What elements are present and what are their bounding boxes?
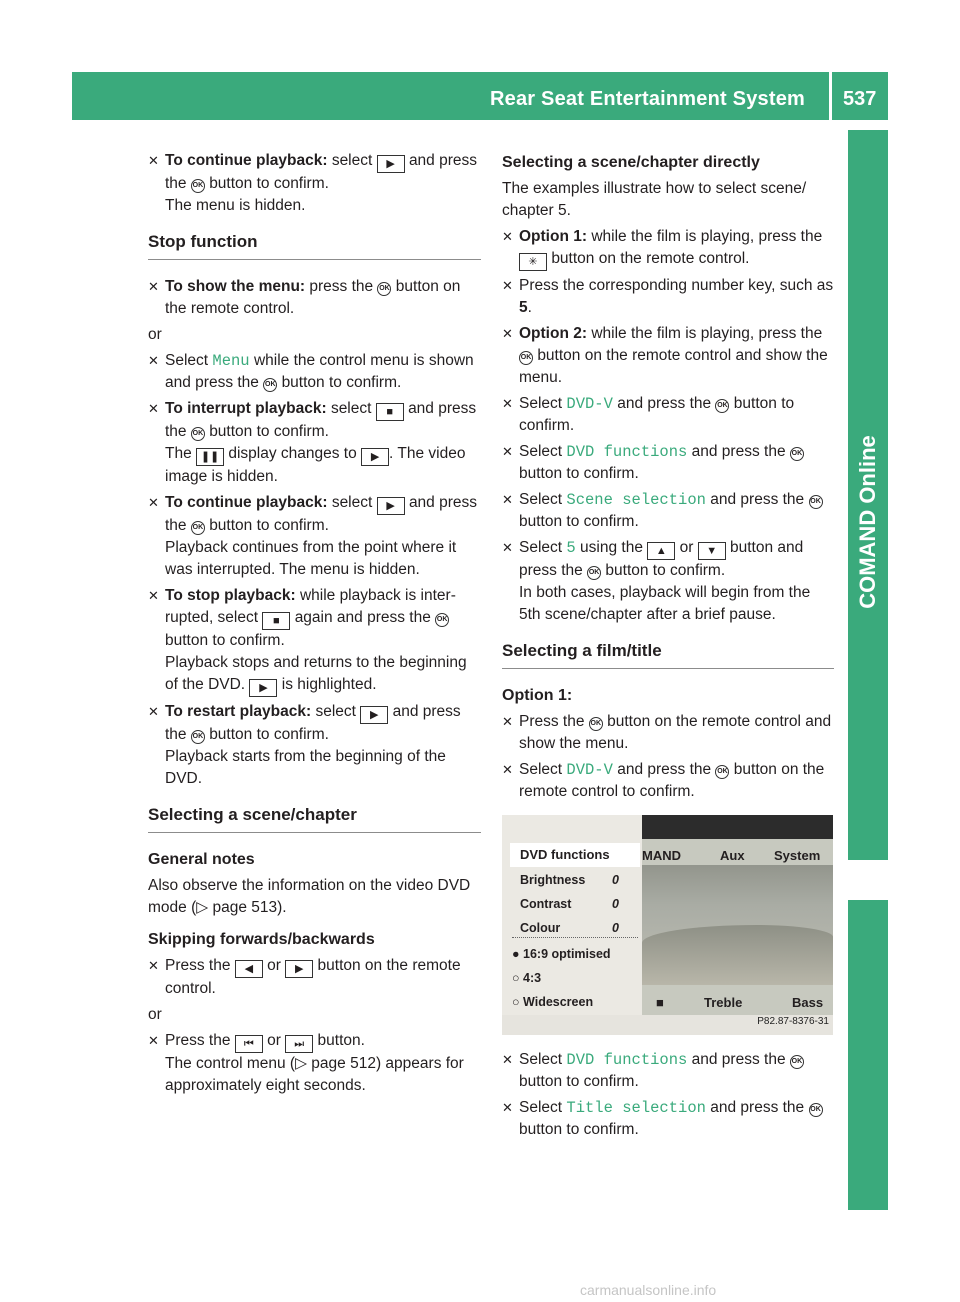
section-heading-stop: Stop function — [148, 231, 481, 260]
ok-icon: OK — [809, 1103, 823, 1117]
ok-icon: OK — [809, 495, 823, 509]
header-divider — [829, 72, 832, 120]
screen-row-colour: Colour 0 — [520, 921, 619, 935]
screen-radio-4-3: ○ 4:3 — [512, 971, 542, 985]
screen-row-brightness: Brightness 0 — [520, 873, 619, 887]
down-arrow-icon: ▼ — [698, 542, 726, 560]
step-select-5: ✕ Select 5 using the ▲ or ▼ button and press the OK button to confirm. In both cases, playback will begin from the 5th scene/chapter after a brief pause. — [502, 537, 834, 626]
play-icon: ▶ — [361, 448, 389, 466]
ok-icon: OK — [715, 765, 729, 779]
step-option-1: ✕ Option 1: while the film is playing, press the ✳ button on the remote control. — [502, 226, 834, 271]
subheading-general-notes: General notes — [148, 851, 255, 868]
stop-icon: ■ — [376, 403, 404, 421]
step-press-arrows: ✕ Press the ◀ or ▶ button on the remote control. — [148, 955, 481, 1000]
up-arrow-icon: ▲ — [647, 542, 675, 560]
screen-footer — [502, 1015, 833, 1035]
step-select-title-selection: ✕ Select Title selection and press the OK button to confirm. — [502, 1097, 834, 1141]
step-select-menu: ✕ Select Menu while the control menu is shown and press the OK button to confirm. — [148, 350, 481, 394]
screen-tab-aux: Aux — [720, 848, 745, 863]
screen-video-area — [642, 815, 833, 1015]
step-option-2: ✕ Option 2: while the film is playing, press the OK button on the remote control and show the menu. — [502, 323, 834, 389]
ok-icon: OK — [715, 399, 729, 413]
step-stop-playback: ✕ To stop playback: while playback is interrupted, select ■ again and press the OK button to confirm. Playback stops and returns to the beginning of the DVD. ▶ is highlighted. — [148, 585, 481, 697]
screen-stop-icon: ■ — [656, 995, 664, 1010]
ok-icon: OK — [263, 378, 277, 392]
screen-treble: Treble — [704, 995, 743, 1010]
step-select-scene-selection: ✕ Select Scene selection and press the OK button to confirm. — [502, 489, 834, 533]
skip-back-icon: ⏮ — [235, 1035, 263, 1053]
screen-radio-16-9: ● 16:9 optimised — [512, 947, 611, 961]
screen-tab-system: System — [774, 848, 821, 863]
right-column — [502, 150, 834, 1145]
stop-icon: ■ — [262, 612, 290, 630]
left-arrow-icon: ◀ — [235, 960, 263, 978]
step-restart-playback: ✕ To restart playback: select ▶ and press the OK button to confirm. Playback starts from the beginning of the DVD. — [148, 701, 481, 790]
dvd-functions-screenshot — [502, 815, 833, 1035]
ok-icon: OK — [191, 521, 205, 535]
screen-row-contrast: Contrast 0 — [520, 897, 619, 911]
subheading-skipping: Skipping forwards/backwards — [148, 931, 375, 948]
step-press-ok-show-menu: ✕ Press the OK button on the remote control and show the menu. — [502, 711, 834, 755]
watermark: carmanualsonline.info — [580, 1282, 717, 1298]
step-continue-playback: ✕ To continue playback: select ▶ and press the OK button to confirm. The menu is hidden. — [148, 150, 481, 217]
side-tab-marker — [848, 860, 888, 900]
ok-icon: OK — [790, 1055, 804, 1069]
step-continue-playback-2: ✕ To continue playback: select ▶ and press the OK button to confirm. Playback continues from the point where it was interrupted. The menu is hidden. — [148, 492, 481, 581]
left-column — [148, 150, 481, 1101]
asterisk-icon: ✳ — [519, 253, 547, 271]
ok-icon: OK — [191, 179, 205, 193]
step-interrupt-playback: ✕ To interrupt playback: select ■ and press the OK button to confirm. The ❚❚ display changes to ▶ . The video image is hidden. — [148, 398, 481, 488]
screen-menu-panel — [502, 815, 642, 1015]
screen-tabs — [642, 839, 833, 865]
screen-menu-title: DVD functions — [510, 843, 640, 867]
section-heading-scene: Selecting a scene/chapter — [148, 804, 481, 833]
play-icon: ▶ — [377, 155, 405, 173]
side-tab — [848, 130, 888, 1210]
step-show-menu: ✕ To show the menu: press the OK button on the remote control. — [148, 276, 481, 320]
step-select-dvdv: ✕ Select DVD-V and press the OK button to confirm. — [502, 393, 834, 437]
ok-icon: OK — [435, 613, 449, 627]
screen-video-image — [642, 925, 833, 985]
screen-tab-comand: MAND — [642, 848, 681, 863]
subheading-direct: Selecting a scene/chapter directly — [502, 154, 760, 171]
right-arrow-icon: ▶ — [285, 960, 313, 978]
play-icon: ▶ — [377, 497, 405, 515]
screen-bass: Bass — [792, 995, 824, 1010]
image-code: P82.87-8376-31 — [757, 1016, 829, 1027]
page-title: Rear Seat Entertainment System — [490, 88, 806, 110]
ok-icon: OK — [790, 447, 804, 461]
general-notes-text: Also observe the information on the video DVD mode (▷ page 513). — [148, 877, 471, 916]
subheading-option-1: Option 1: — [502, 687, 573, 704]
page-number: 537 — [843, 88, 877, 110]
section-heading-film: Selecting a film/title — [502, 640, 834, 669]
step-press-skip: ✕ Press the ⏮ or ⏭ button. The control menu (▷ page 512) appears for approximately eight seconds. — [148, 1030, 481, 1097]
direct-text: The examples illustrate how to select scene/ chapter 5. — [502, 180, 807, 219]
ok-icon: OK — [587, 566, 601, 580]
play-icon: ▶ — [360, 706, 388, 724]
step-select-dvd-functions: ✕ Select DVD functions and press the OK button to confirm. — [502, 441, 834, 485]
screen-divider — [512, 937, 638, 938]
ok-icon: OK — [377, 282, 391, 296]
or-text: or — [148, 1006, 162, 1023]
skip-forward-icon: ⏭ — [285, 1035, 313, 1053]
ok-icon: OK — [519, 351, 533, 365]
screen-top-bar — [642, 815, 833, 839]
screen-radio-widescreen: ○ Widescreen — [512, 995, 594, 1009]
or-text: or — [148, 326, 162, 343]
ok-icon: OK — [191, 427, 205, 441]
step-select-dvd-functions-2: ✕ Select DVD functions and press the OK button to confirm. — [502, 1049, 834, 1093]
ok-icon: OK — [589, 717, 603, 731]
step-select-dvdv-2: ✕ Select DVD-V and press the OK button on the remote control to confirm. — [502, 759, 834, 803]
step-number-key: ✕ Press the corresponding number key, such as 5. — [502, 275, 834, 319]
pause-icon: ❚❚ — [196, 448, 224, 466]
side-tab-label: COMAND Online — [855, 435, 880, 609]
ok-icon: OK — [191, 730, 205, 744]
play-icon: ▶ — [249, 679, 277, 697]
